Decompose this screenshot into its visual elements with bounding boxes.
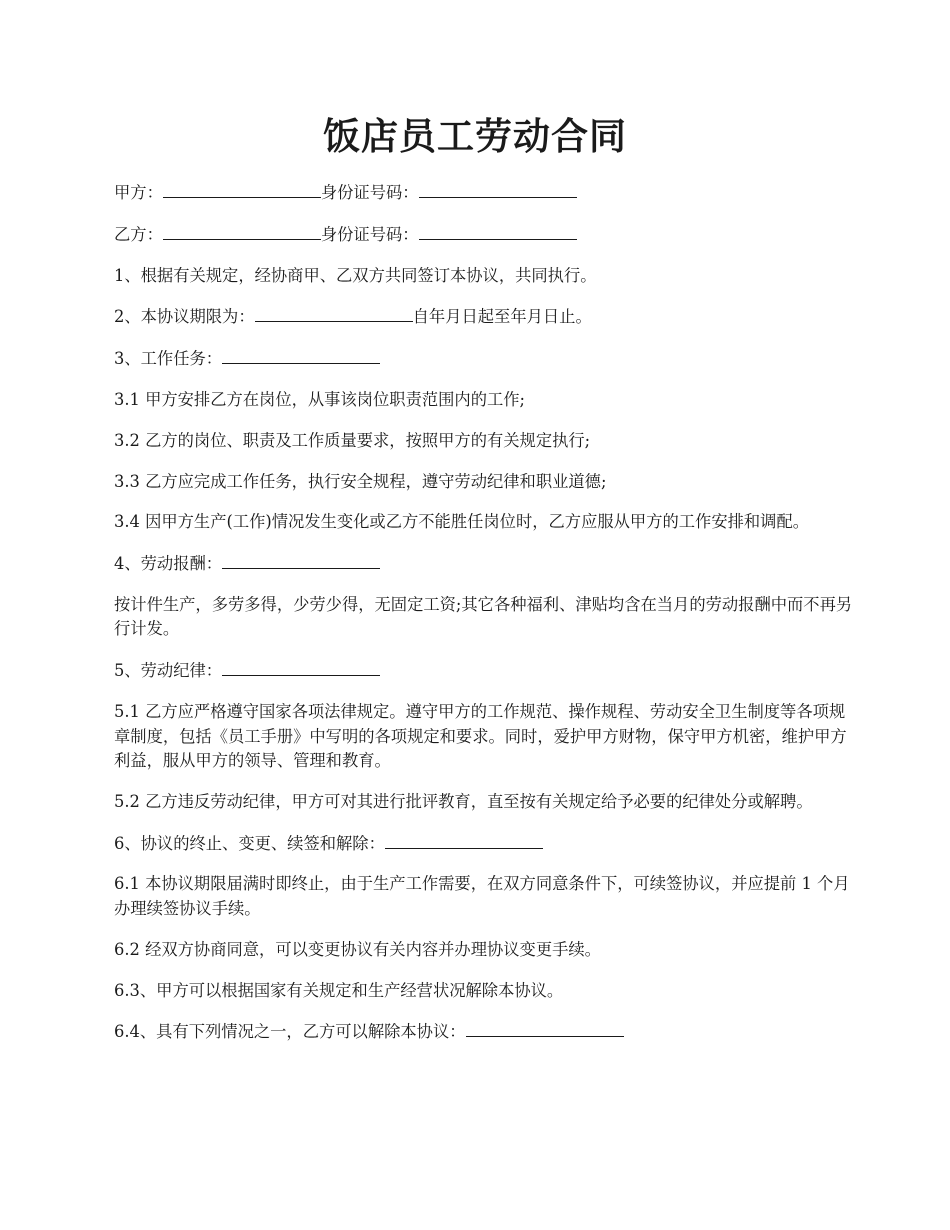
clause-6-4 <box>114 1019 854 1045</box>
clause-1: 1、根据有关规定，经协商甲、乙双方共同签订本协议，共同执行。 <box>114 265 597 285</box>
clause-5-1: 5.1 乙方应严格遵守国家各项法律规定。遵守甲方的工作规范、操作规程、劳动安全卫生制度等各项规章制度，包括《员工手册》中写明的各项规定和要求。同时，爱护甲方财物，保守甲方机密，维护甲方利益，服从甲方的领导、管理和教育。 <box>114 702 847 771</box>
clause-3-3: 3.3 乙方应完成工作任务，执行安全规程，遵守劳动纪律和职业道德; <box>114 471 607 491</box>
pay-blank[interactable] <box>222 551 380 569</box>
clause-6-3: 6.3、甲方可以根据国家有关规定和生产经营状况解除本协议。 <box>114 980 564 1000</box>
work-task-blank[interactable] <box>222 346 380 364</box>
party-b-id-label: 身份证号码： <box>320 224 419 244</box>
clause-6-1: 6.1 本协议期限届满时即终止，由于生产工作需要，在双方同意条件下，可续签协议，并应提前 1 个月办理续签协议手续。 <box>114 874 850 918</box>
clause-2-text: 自年月日起至年月日止。 <box>412 307 592 327</box>
clause-4-text: 按计件生产，多劳多得，少劳少得，无固定工资;其它各种福利、津贴均含在当月的劳动报酬中而不再另行计发。 <box>114 594 853 639</box>
clause-2-label: 2、本协议期限为： <box>114 307 255 327</box>
rescission-blank[interactable] <box>466 1019 624 1037</box>
party-b-label: 乙方： <box>114 224 163 244</box>
clause-4-label: 4、劳动报酬： <box>114 554 223 574</box>
party-a-id-label: 身份证号码： <box>320 183 419 202</box>
clause-5 <box>114 658 854 684</box>
clause-6-4-label: 6.4、具有下列情况之一，乙方可以解除本协议： <box>114 1022 466 1042</box>
document-title: 饭店员工劳动合同 <box>323 114 627 158</box>
clause-5-label: 5、劳动纪律： <box>114 661 223 681</box>
document-body <box>114 180 854 1061</box>
clause-3-label: 3、工作任务： <box>114 349 223 369</box>
clause-6-label: 6、协议的终止、变更、续签和解除： <box>114 833 385 853</box>
party-a-label: 甲方： <box>114 183 163 202</box>
term-blank[interactable] <box>255 304 413 322</box>
clause-5-2: 5.2 乙方违反劳动纪律，甲方可对其进行批评教育，直至按有关规定给予必要的纪律处分或解聘。 <box>114 791 813 811</box>
termination-blank[interactable] <box>385 831 543 849</box>
clause-6 <box>114 831 854 857</box>
party-a-name-blank[interactable] <box>163 180 321 198</box>
party-b-id-blank[interactable] <box>419 222 577 240</box>
party-a-id-blank[interactable] <box>419 180 577 198</box>
clause-3 <box>114 346 854 372</box>
clause-6-2: 6.2 经双方协商同意，可以变更协议有关内容并办理协议变更手续。 <box>114 939 601 959</box>
discipline-blank[interactable] <box>222 658 380 676</box>
party-b-line <box>114 222 854 248</box>
clause-3-2: 3.2 乙方的岗位、职责及工作质量要求，按照甲方的有关规定执行; <box>114 430 591 450</box>
party-b-name-blank[interactable] <box>163 222 321 240</box>
clause-2 <box>114 304 854 330</box>
clause-3-4: 3.4 因甲方生产(工作)情况发生变化或乙方不能胜任岗位时，乙方应服从甲方的工作安排和调配。 <box>114 512 810 532</box>
clause-3-1: 3.1 甲方安排乙方在岗位，从事该岗位职责范围内的工作; <box>114 389 526 409</box>
clause-4 <box>114 551 854 577</box>
party-a-line <box>114 180 854 206</box>
